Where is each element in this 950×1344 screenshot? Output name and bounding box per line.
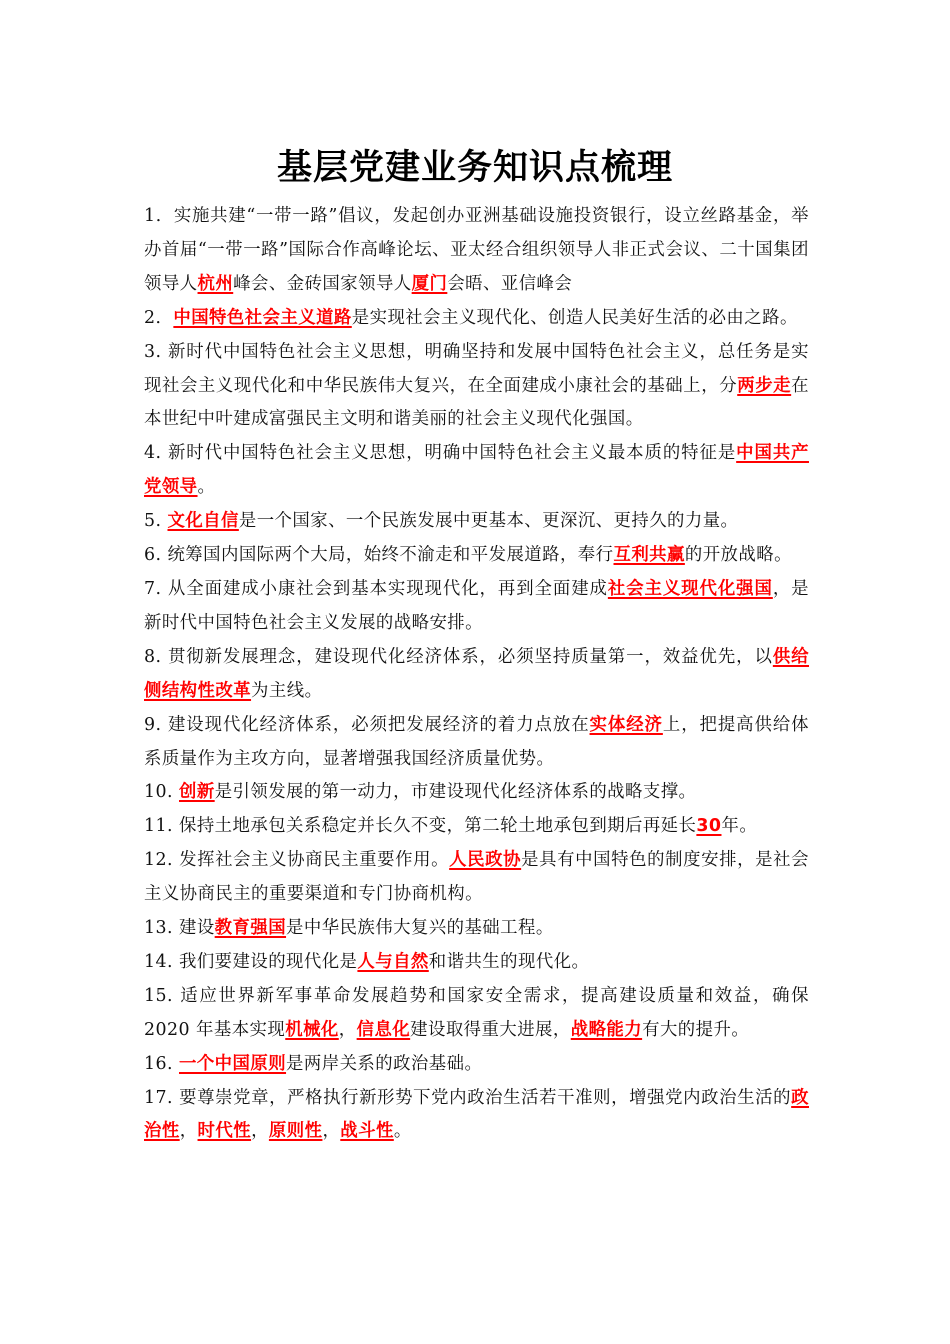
- body-text: 2．: [144, 307, 174, 328]
- highlighted-keyword: 两步走: [737, 375, 792, 396]
- highlighted-keyword: 信息化: [356, 1019, 411, 1040]
- knowledge-point-16: [144, 1048, 809, 1082]
- body-text: 在本世纪中叶建成富强民主文明和谐美丽的社会主义现代化强国。: [144, 375, 809, 430]
- highlighted-keyword: 机械化: [285, 1019, 339, 1040]
- highlighted-keyword: 原则性: [268, 1121, 323, 1142]
- body-text: 会晤、亚信峰会: [447, 273, 573, 294]
- body-text: 11. 保持土地承包关系稳定并长久不变，第二轮土地承包到期后再延长: [144, 816, 697, 837]
- knowledge-point-8: [144, 641, 809, 709]
- body-text: 峰会、金砖国家领导人: [233, 273, 412, 294]
- highlighted-keyword: 供给侧结构性改革: [144, 646, 809, 701]
- body-text: 是引领发展的第一动力，市建设现代化经济体系的战略支撑。: [214, 782, 697, 803]
- highlighted-keyword: 厦门: [411, 273, 448, 294]
- knowledge-point-17: [144, 1082, 809, 1150]
- body-text: 是实现社会主义现代化、创造人民美好生活的必由之路。: [351, 307, 798, 328]
- knowledge-point-list: [144, 200, 809, 1149]
- knowledge-point-4: [144, 437, 809, 505]
- body-text: 9. 建设现代化经济体系，必须把发展经济的着力点放在: [144, 714, 590, 735]
- body-text: ，: [322, 1121, 341, 1142]
- body-text: 的开放战略。: [684, 545, 792, 566]
- body-text: 13. 建设: [144, 918, 215, 939]
- body-text: 5.: [144, 511, 168, 532]
- body-text: 6. 统筹国内国际两个大局，始终不渝走和平发展道路，奉行: [144, 545, 614, 566]
- knowledge-point-11: [144, 810, 809, 844]
- body-text: 17. 要尊崇党章，严格执行新形势下党内政治生活若干准则，增强党内政治生活的: [144, 1087, 792, 1108]
- body-text: 。: [197, 477, 216, 498]
- knowledge-point-3: [144, 336, 809, 438]
- knowledge-point-10: [144, 776, 809, 810]
- body-text: ，是新时代中国特色社会主义发展的战略安排。: [144, 578, 809, 633]
- highlighted-keyword: 人民政协: [449, 850, 522, 871]
- highlighted-keyword: 人与自然: [357, 951, 429, 972]
- knowledge-point-14: [144, 946, 809, 980]
- highlighted-keyword: 政治性: [144, 1087, 809, 1142]
- body-text: 是一个国家、一个民族发展中更基本、更深沉、更持久的力量。: [238, 511, 739, 532]
- page-title: 基层党建业务知识点梳理: [276, 147, 673, 188]
- body-text: 7. 从全面建成小康社会到基本实现现代化，再到全面建成: [144, 578, 608, 599]
- body-text: 有大的提升。: [642, 1019, 750, 1040]
- highlighted-keyword: 战斗性: [340, 1121, 394, 1142]
- highlighted-keyword: 时代性: [197, 1121, 252, 1142]
- body-text: 上，把提高供给体系质量作为主攻方向，显著增强我国经济质量优势。: [144, 714, 810, 769]
- knowledge-point-12: [144, 844, 809, 912]
- body-text: 年。: [721, 816, 758, 837]
- body-text: 12. 发挥社会主义协商民主重要作用。: [144, 850, 450, 871]
- knowledge-point-9: [144, 709, 809, 777]
- knowledge-point-1: [144, 200, 809, 302]
- highlighted-keyword: 互利共赢: [613, 545, 685, 566]
- body-text: ，: [179, 1121, 198, 1142]
- body-text: 。: [393, 1121, 412, 1142]
- highlighted-keyword: 创新: [179, 782, 215, 803]
- highlighted-keyword: 文化自信: [167, 511, 239, 532]
- highlighted-keyword: 教育强国: [214, 918, 287, 939]
- knowledge-point-7: [144, 573, 809, 641]
- highlighted-keyword: 中国共产党领导: [144, 443, 809, 498]
- body-text: 是两岸关系的政治基础。: [286, 1053, 483, 1074]
- body-text: 和谐共生的现代化。: [428, 951, 590, 972]
- knowledge-point-15: [144, 980, 809, 1048]
- body-text: 是具有中国特色的制度安排，是社会主义协商民主的重要渠道和专门协商机构。: [144, 850, 809, 905]
- highlighted-keyword: 一个中国原则: [179, 1053, 287, 1074]
- body-text: 3. 新时代中国特色社会主义思想，明确坚持和发展中国特色社会主义，总任务是实现社会主义现代化和中华民族伟大复兴，在全面建成小康社会的基础上，分: [144, 341, 809, 396]
- highlighted-keyword: 30: [696, 816, 722, 837]
- body-text: 15. 适应世界新军事革命发展趋势和国家安全需求，提高建设质量和效益，确保 2020 年基本实现: [144, 985, 809, 1040]
- highlighted-keyword: 战略能力: [570, 1019, 643, 1040]
- body-text: ，: [251, 1121, 269, 1142]
- body-text: 8. 贯彻新发展理念，建设现代化经济体系，必须坚持质量第一，效益优先，以: [144, 646, 773, 667]
- highlighted-keyword: 社会主义现代化强国: [607, 578, 773, 599]
- knowledge-point-6: [144, 539, 809, 573]
- body-text: 10.: [144, 782, 179, 803]
- body-text: ，: [338, 1019, 357, 1040]
- body-text: 1．实施共建“一带一路”倡议，发起创办亚洲基础设施投资银行，设立丝路基金，举办首届“一带一路”国际合作高峰论坛、亚太经合组织领导人非正式会议、二十国集团领导人: [144, 206, 809, 294]
- knowledge-point-2: [144, 302, 809, 336]
- highlighted-keyword: 杭州: [197, 273, 234, 294]
- body-text: 建设取得重大进展，: [410, 1019, 571, 1040]
- body-text: 16.: [144, 1053, 179, 1074]
- body-text: 14. 我们要建设的现代化是: [144, 951, 358, 972]
- body-text: 是中华民族伟大复兴的基础工程。: [286, 918, 554, 939]
- body-text: 4. 新时代中国特色社会主义思想，明确中国特色社会主义最本质的特征是: [144, 443, 737, 464]
- knowledge-point-5: [144, 505, 809, 539]
- body-text: 为主线。: [251, 680, 323, 701]
- highlighted-keyword: 实体经济: [589, 714, 663, 735]
- knowledge-point-13: [144, 912, 809, 946]
- highlighted-keyword: 中国特色社会主义道路: [173, 307, 352, 328]
